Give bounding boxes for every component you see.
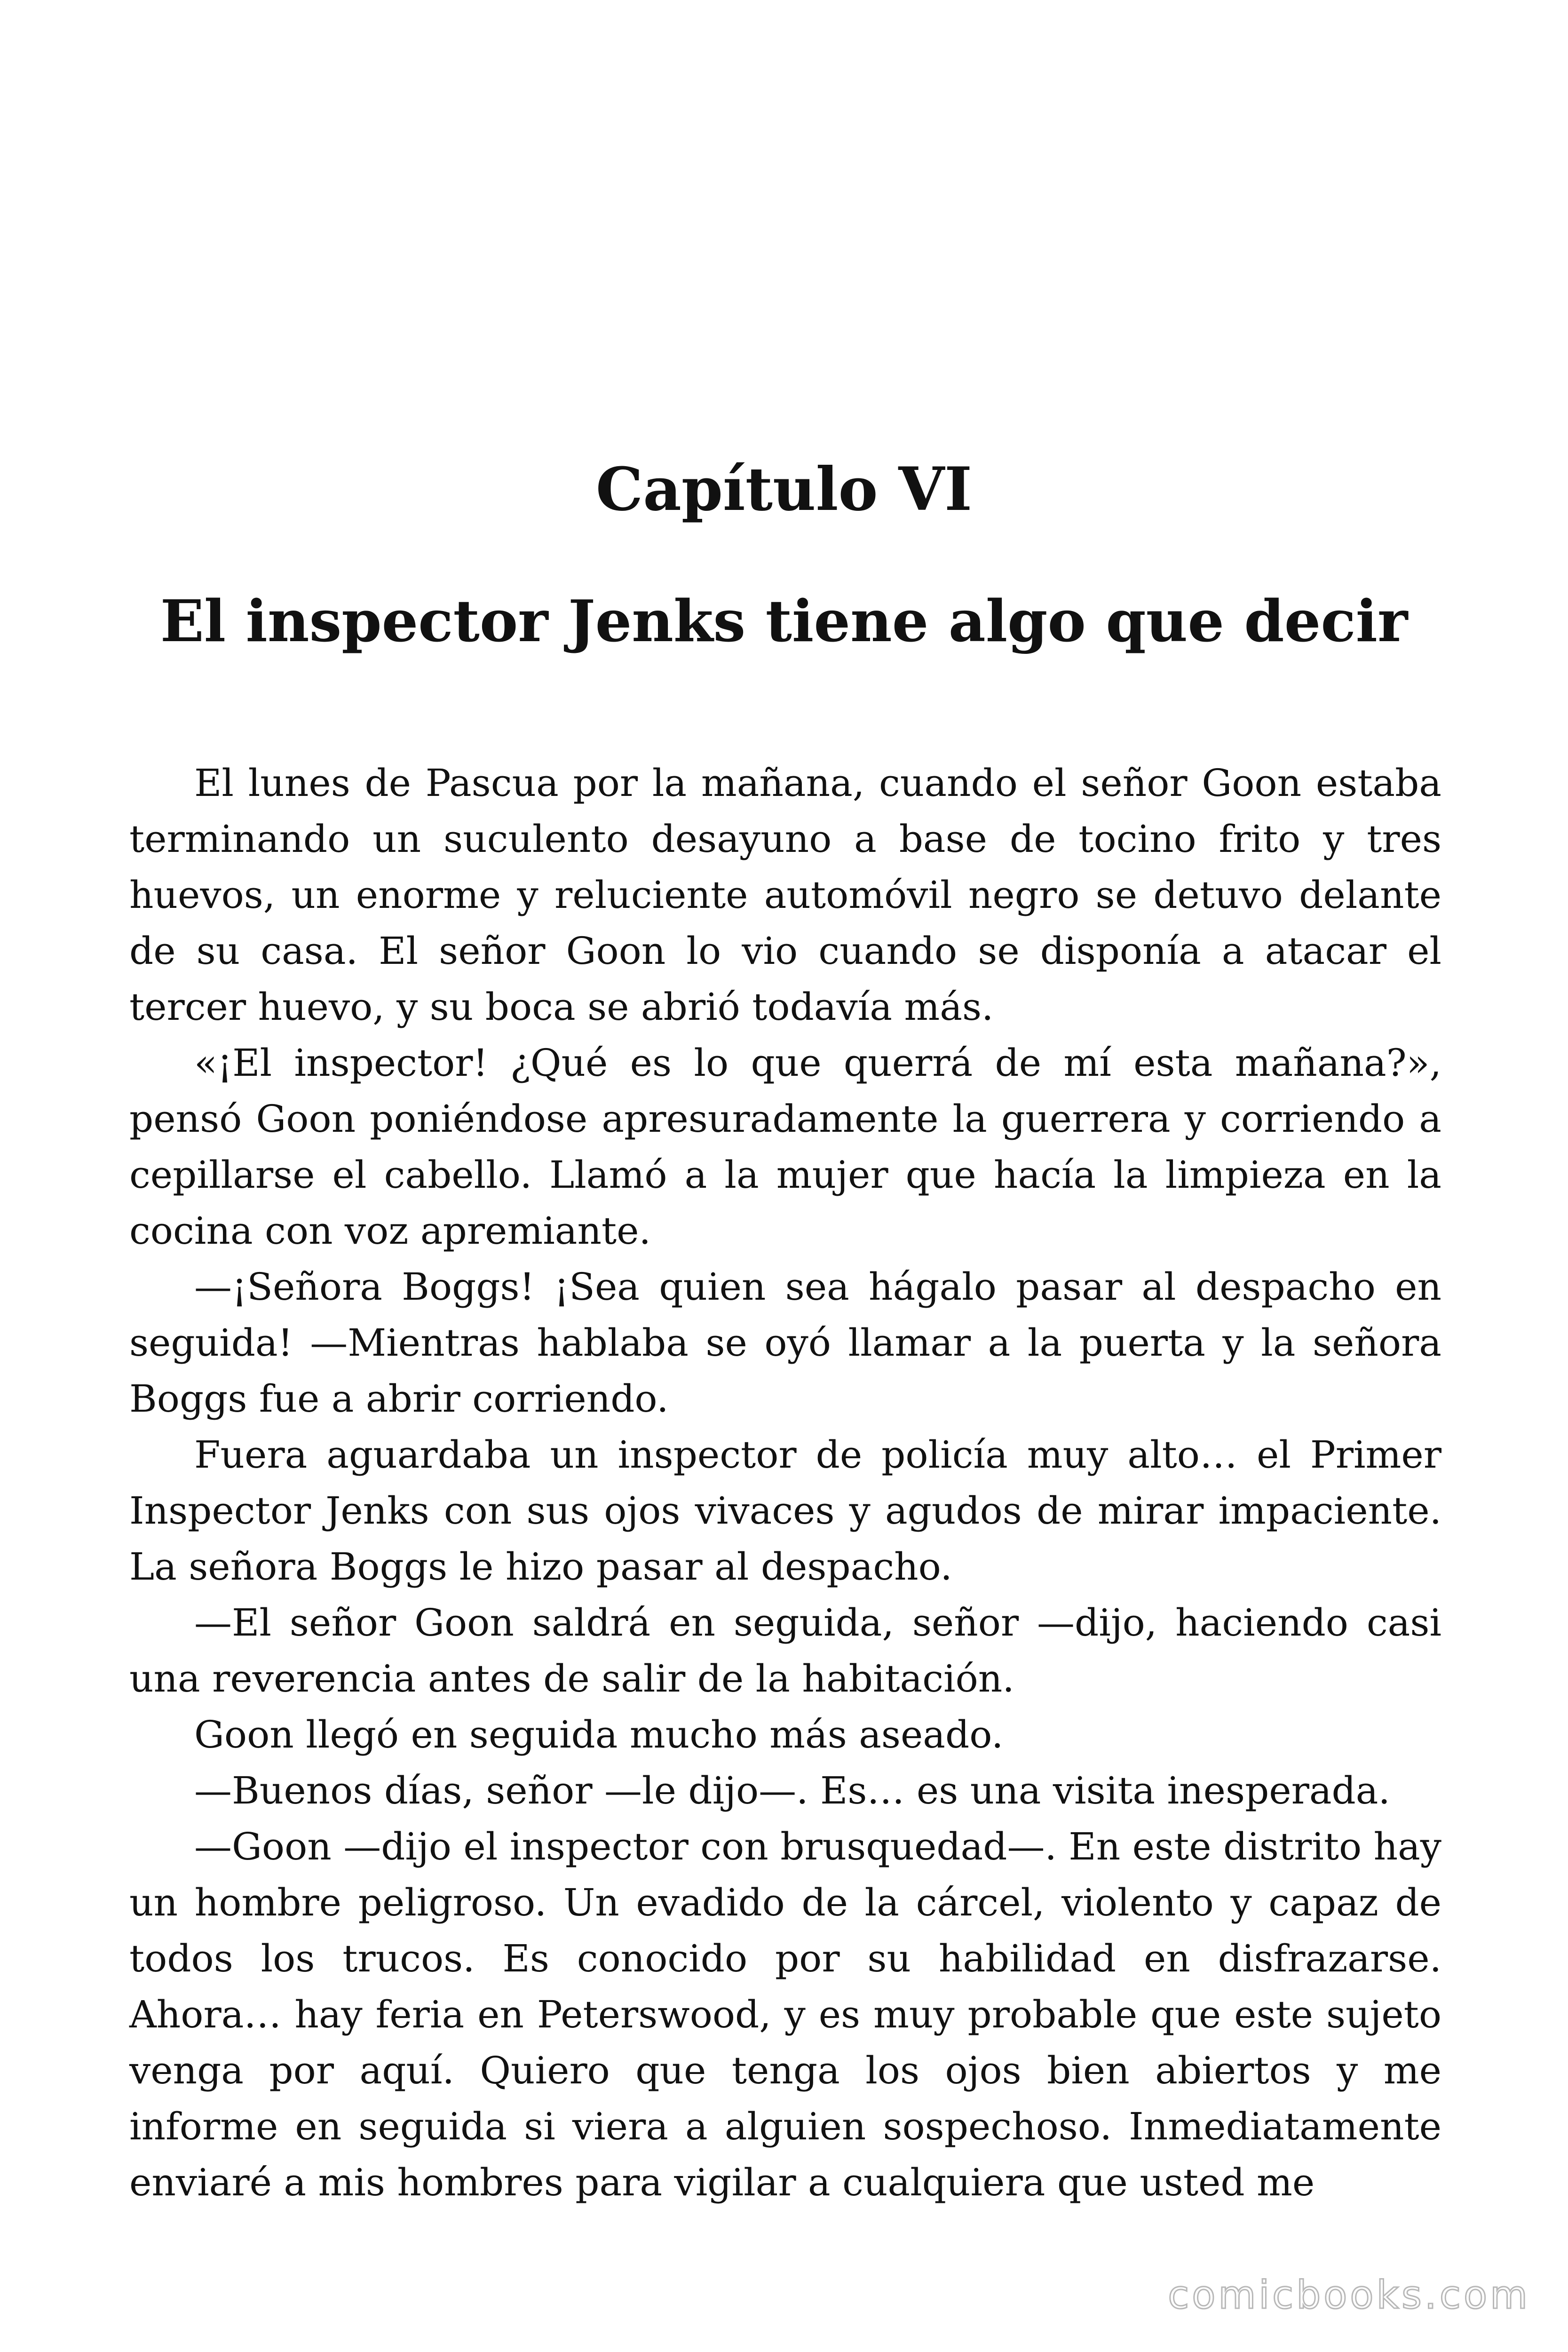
paragraph: Fuera aguardaba un inspector de policía muy alto… el Primer Inspector Jenks con sus ojos vivaces y agudos de mirar impaciente. La señora Boggs le hizo pasar al despacho. (129, 1433, 1441, 1589)
paragraph: Goon llegó en seguida mucho más aseado. (194, 1713, 1004, 1756)
paragraph: —El señor Goon saldrá en seguida, señor —dijo, haciendo casi una reverencia antes de salir de la habitación. (129, 1601, 1441, 1700)
paragraph: «¡El inspector! ¿Qué es lo que querrá de mí esta mañana?», pensó Goon poniéndose apresuradamente la guerrera y corriendo a cepillarse el cabello. Llamó a la mujer que hacía la limpieza en la cocina con voz apremiante. (129, 1041, 1441, 1253)
body-text (129, 755, 1441, 2210)
chapter-title: El inspector Jenks tiene algo que decir (160, 587, 1408, 655)
paragraph: —Goon —dijo el inspector con brusquedad—. En este distrito hay un hombre peligroso. Un evadido de la cárcel, violento y capaz de todos los trucos. Es conocido por su habilidad en disfrazarse. Ahora… hay feria en Peterswood, y es muy probable que este sujeto venga por aquí. Quiero que tenga los ojos bien abiertos y me informe en seguida si viera a alguien sospechoso. Inmediatamente enviaré a mis hombres para vigilar a cualquiera que usted me (129, 1825, 1441, 2204)
chapter-number: Capítulo VI (595, 454, 973, 524)
paragraph: —¡Señora Boggs! ¡Sea quien sea hágalo pasar al despacho en seguida! —Mientras hablaba se oyó llamar a la puerta y la señora Boggs fue a abrir corriendo. (129, 1265, 1441, 1421)
paragraph: —Buenos días, señor —le dijo—. Es… es una visita inesperada. (194, 1769, 1390, 1812)
paragraph: El lunes de Pascua por la mañana, cuando el señor Goon estaba terminando un suculento desayuno a base de tocino frito y tres huevos, un enorme y reluciente automóvil negro se detuvo delante de su casa. El señor Goon lo vio cuando se disponía a atacar el tercer huevo, y su boca se abrió todavía más. (129, 761, 1441, 1029)
watermark: comicbooks.com (1168, 2273, 1530, 2318)
